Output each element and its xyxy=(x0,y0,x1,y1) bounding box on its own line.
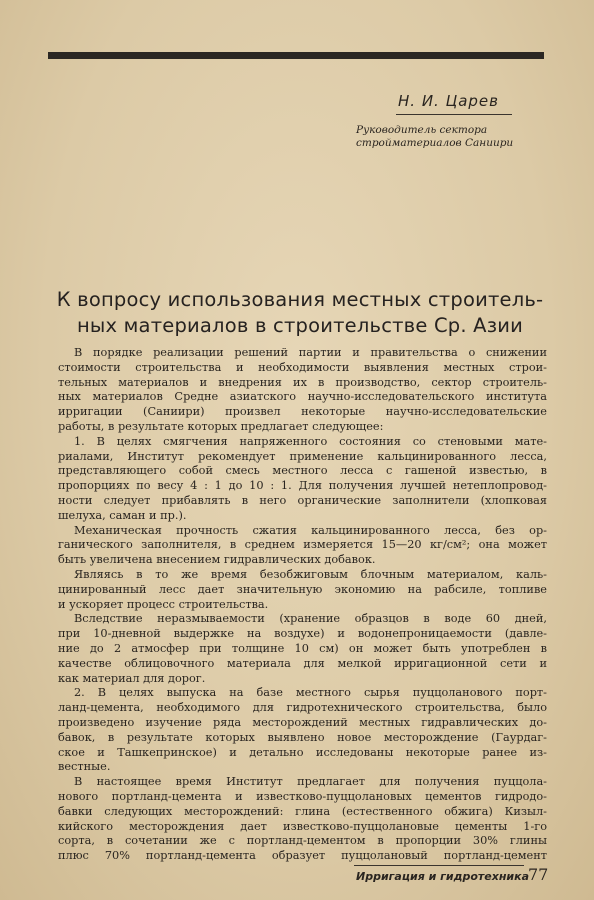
body-line: ирригации (Саниири) произвел некоторые научно-исследовательские xyxy=(58,405,547,419)
author-underline xyxy=(396,114,512,115)
body-line: кийского месторождения дает известково-пуццолановые цементы 1-го xyxy=(58,819,547,833)
body-line: 2. В целях выпуска на базе местного сырья пуццоланового порт- xyxy=(74,686,547,700)
body-line: Механическая прочность сжатия кальцинированного лесса, без ор- xyxy=(74,523,547,537)
body-line: при 10-дневной выдержке на воздухе) и водонепроницаемости (давле- xyxy=(58,627,547,641)
body-line: представляющего собой смесь местного лесса с гашеной известью, в xyxy=(58,464,547,478)
body-line: и ускоряет процесс строительства. xyxy=(58,597,269,611)
body-line: ское и Ташкепринское) и детально исследованы некоторые ранее из- xyxy=(58,745,547,759)
body-line: бавки следующих месторождений: глина (естественного обжига) Кизыл- xyxy=(58,804,547,818)
author-role-line2: стройматериалов Саниири xyxy=(356,137,514,149)
journal-name: Ирригация и гидротехника xyxy=(356,870,530,883)
body-line: ганического заполнителя, в среднем измеряется 15—20 кг/см²; она может xyxy=(58,538,547,552)
body-line: пропорциях по весу 4 : 1 до 10 : 1. Для получения лучшей нетеплопровод- xyxy=(58,479,547,493)
body-line: риалами, Институт рекомендует применение кальцинированного лесса, xyxy=(58,449,547,463)
body-line: качестве облицовочного материала для мелкой ирригационной сети и xyxy=(58,656,547,670)
top-rule xyxy=(48,52,544,59)
body-line: ных материалов Средне азиатского научно-исследовательского института xyxy=(58,390,547,404)
body-line: вестные. xyxy=(58,760,111,774)
body-line: тельных материалов и внедрения их в производство, сектор строитель- xyxy=(58,375,547,389)
body-line: как материал для дорог. xyxy=(58,671,206,685)
body-line: произведено изучение ряда месторождений местных гидравлических до- xyxy=(58,715,547,729)
body-line: Являясь в то же время безобжиговым блочным материалом, каль- xyxy=(74,567,547,581)
body-line: быть увеличена внесением гидравлических добавок. xyxy=(58,553,376,567)
body-line: шелуха, саман и пр.). xyxy=(58,508,187,522)
body-line: бавок, в результате которых выявлено новое месторождение (Гаурдаг- xyxy=(58,730,547,744)
footer-rule xyxy=(354,865,524,866)
body-line: ности следует прибавлять в него органические заполнители (хлопковая xyxy=(58,493,547,507)
body-line: нового портланд-цемента и известково-пуццолановых цементов гидродо- xyxy=(58,789,547,803)
article-title-line2: ных материалов в строительстве Ср. Азии xyxy=(76,314,524,337)
body-line: цинированный лесс дает значительную экономию на рабсиле, топливе xyxy=(58,582,547,596)
body-line: В порядке реализации решений партии и правительства о снижении xyxy=(74,346,547,359)
body-line: ние до 2 атмосфер при толщине 10 см) он может быть употреблен в xyxy=(58,641,547,655)
body-line: сорта, в сочетании же с портланд-цементом в пропорции 30% глины xyxy=(58,834,547,848)
body-line: плюс 70% портланд-цемента образует пуццолановый портланд-цемент xyxy=(58,849,547,863)
page-number: 77 xyxy=(528,865,549,884)
body-line: В настоящее время Институт предлагает для получения пуццола- xyxy=(74,775,547,789)
body-line: работы, в результате которых предлагает следующее: xyxy=(58,419,384,433)
article-title-line1: К вопросу использования местных строитель- xyxy=(56,288,544,311)
author-role xyxy=(356,124,556,150)
author-role-line1: Руководитель сектора xyxy=(356,124,488,136)
body-line: 1. В целях смягчения напряженного состояния со стеновыми мате- xyxy=(74,434,547,448)
body-line: Вследствие неразмываемости (хранение образцов в воде 60 дней, xyxy=(74,612,547,626)
author-name: Н. И. Царев xyxy=(398,92,499,110)
body-line: ланд-цемента, необходимого для гидротехнического строительства, было xyxy=(58,701,547,715)
article-title xyxy=(40,287,560,339)
body-line: стоимости строительства и необходимости выявления местных строи- xyxy=(58,360,547,374)
article-body xyxy=(58,346,547,864)
